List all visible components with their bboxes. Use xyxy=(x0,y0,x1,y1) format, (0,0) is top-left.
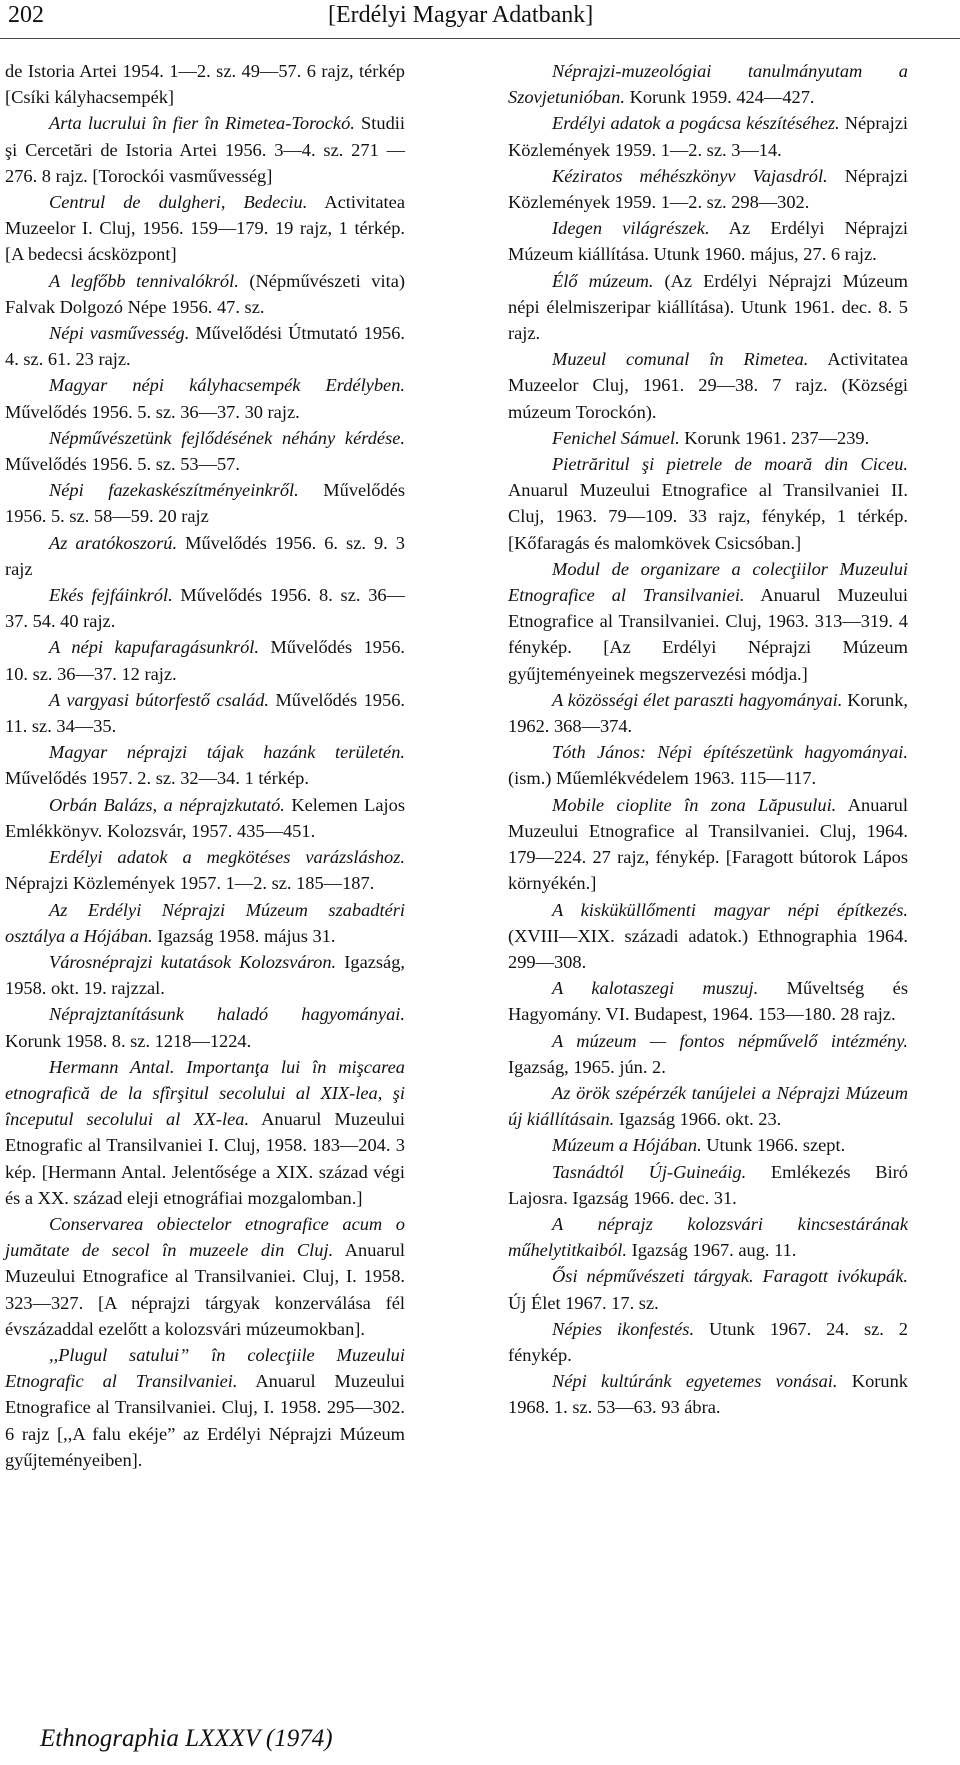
entry-citation: Anuarul Muzeului Etnografice al Transilvaniei II. Cluj, 1963. 79—109. 33 rajz, fénykép, 1 térkép. [Kőfaragás és malomkövek Csicsóban.] xyxy=(508,480,908,553)
entry-citation: Néprajzi Közlemények 1959. 1—2. sz. 3—14. xyxy=(508,113,908,160)
entry-title: Magyar néprajzi tájak hazánk területén. xyxy=(49,742,405,763)
entry-citation: Activitatea Muzeelor I. Cluj, 1956. 159—179. 19 rajz, 1 térkép. [A bedecsi ácsközpont] xyxy=(5,192,405,265)
bibliography-entry xyxy=(5,372,405,424)
entry-citation: Műveltség és Hagyomány. VI. Budapest, 1964. 153—180. 28 rajz. xyxy=(508,978,908,1025)
header-rule xyxy=(0,38,960,39)
entry-citation: Igazság 1967. aug. 11. xyxy=(627,1240,797,1261)
bibliography-entry xyxy=(5,425,405,477)
entry-citation: Művelődés 1956. 11. sz. 34—35. xyxy=(5,689,405,737)
entry-citation: Utunk 1966. szept. xyxy=(701,1135,846,1156)
bibliography-entry xyxy=(508,556,908,687)
bibliography-entry xyxy=(508,897,908,976)
bibliography-entry xyxy=(508,1316,908,1368)
bibliography-entry xyxy=(5,949,405,1001)
entry-citation: Művelődés 1956. 5. sz. 36—37. 30 rajz. xyxy=(5,401,300,422)
left-column xyxy=(5,58,405,1473)
journal-footer: Ethnographia LXXXV (1974) xyxy=(40,1725,333,1752)
bibliography-entry xyxy=(5,1054,405,1211)
bibliography-entry xyxy=(5,268,405,320)
entry-citation: Új Élet 1967. 17. sz. xyxy=(508,1292,659,1313)
entry-citation: Művelődés 1957. 2. sz. 32—34. 1 térkép. xyxy=(5,768,309,789)
bibliography-entry xyxy=(5,1211,405,1342)
entry-title: Az Erdélyi Néprajzi Múzeum szabadtéri osztálya a Hójában. xyxy=(5,899,405,946)
entry-title: Ekés fejfáinkról. xyxy=(49,585,173,606)
bibliography-entry xyxy=(5,189,405,268)
entry-citation: Utunk 1967. 24. sz. 2 fénykép. xyxy=(508,1318,908,1365)
entry-citation: Anuarul Muzeului Etnografice al Transilvaniei. Cluj, I. 1958. 323—327. [A néprajzi tárgyak konzerválása fél évszázaddal ezelőtt a kolozsvári múzeumokban]. xyxy=(5,1240,405,1339)
entry-title: Ősi népművészeti tárgyak. Faragott ivókupák. xyxy=(552,1266,908,1287)
entry-title: Népi kultúránk egyetemes vonásai. xyxy=(552,1371,838,1392)
bibliography-entry xyxy=(508,1132,908,1158)
entry-title: Népi vasművesség. xyxy=(49,323,190,344)
entry-title: A néprajz kolozsvári kincsestárának műhelytitkaiból. xyxy=(508,1213,908,1261)
entry-title: Tóth János: Népi építészetünk hagyományai. xyxy=(552,742,908,763)
entry-citation: Korunk, 1962. 368—374. xyxy=(508,689,908,737)
entry-citation: Művelődés 1956. 6. sz. 9. 3 rajz xyxy=(5,532,405,579)
entry-title: Centrul de dulgheri, Bedeciu. xyxy=(49,192,308,213)
bibliography-entry xyxy=(508,975,908,1027)
entry-title: Orbán Balázs, a néprajzkutató. xyxy=(49,794,285,815)
bibliography-entry xyxy=(5,530,405,582)
page-number: 202 xyxy=(8,2,44,28)
entry-citation: Anuarul Muzeului Etnografic al Transilvaniei I. Cluj, 1958. 183—204. 3 kép. [Hermann Antal. Jelentősége a XIX. század végi és a XX. század eleji etnográfiai mozgalomban.] xyxy=(5,1109,405,1208)
entry-title: Népi fazekaskészítményeinkről. xyxy=(49,480,299,501)
entry-title: Arta lucrului în fier în Rimetea-Torockó. xyxy=(49,113,355,134)
entry-citation: Korunk 1959. 424—427. xyxy=(624,87,815,108)
entry-citation: (XVIII—XIX. századi adatok.) Ethnographia 1964. 299—308. xyxy=(508,925,908,972)
entry-citation: Művelődési Útmutató 1956. 4. sz. 61. 23 rajz. xyxy=(5,323,405,370)
entry-citation: Korunk 1968. 1. sz. 53—63. 93 ábra. xyxy=(508,1371,908,1418)
entry-citation: Művelődés 1956. 5. sz. 58—59. 20 rajz xyxy=(5,480,405,527)
entry-title: Népies ikonfestés. xyxy=(552,1318,695,1339)
entry-title: Tasnádtól Új-Guineáig. xyxy=(552,1161,747,1182)
bibliography-entry xyxy=(508,687,908,739)
bibliography-entry xyxy=(508,1368,908,1420)
bibliography-entry xyxy=(508,268,908,347)
bibliography-entry xyxy=(508,346,908,425)
bibliography-entry xyxy=(508,451,908,556)
entry-title: A kalotaszegi muszuj. xyxy=(552,978,759,999)
entry-citation: Néprajzi Közlemények 1957. 1—2. sz. 185—187. xyxy=(5,873,375,894)
entry-citation: Activitatea Muzeelor Cluj, 1961. 29—38. 7 rajz. (Községi múzeum Torockón). xyxy=(508,349,908,422)
bibliography-entry xyxy=(5,320,405,372)
bibliography-entry xyxy=(5,477,405,529)
bibliography-entry xyxy=(5,58,405,110)
entry-title: Erdélyi adatok a pogácsa készítéséhez. xyxy=(552,113,840,134)
entry-title: Népművészetünk fejlődésének néhány kérdése. xyxy=(49,427,405,448)
entry-citation: Kelemen Lajos Emlékkönyv. Kolozsvár, 1957. 435—451. xyxy=(5,794,405,841)
entry-citation: Igazság 1958. május 31. xyxy=(152,925,336,946)
entry-title: Magyar népi kályhacsempék Erdélyben. xyxy=(49,375,405,396)
bibliography-entry xyxy=(5,582,405,634)
entry-citation: Néprajzi Közlemények 1959. 1—2. sz. 298—302. xyxy=(508,165,909,213)
bibliography-entry xyxy=(5,739,405,791)
bibliography-entry xyxy=(508,1263,908,1315)
bibliography-entry xyxy=(508,163,908,215)
entry-citation: Az Erdélyi Néprajzi Múzeum kiállítása. Utunk 1960. május, 27. 6 rajz. xyxy=(508,218,908,265)
entry-citation: Anuarul Muzeului Etnografice al Transilvaniei. Cluj, 1964. 179—224. 27 rajz, fénykép. [Faragott bútorok Lápos környékén.] xyxy=(508,794,908,894)
bibliography-entry xyxy=(508,58,908,110)
bibliography-entry xyxy=(508,739,908,791)
bibliography-entry xyxy=(508,215,908,267)
bibliography-entry xyxy=(5,1001,405,1053)
bibliography-entry xyxy=(5,110,405,189)
bibliography-entry xyxy=(508,1211,908,1263)
entry-title: A közösségi élet paraszti hagyományai. xyxy=(552,689,843,710)
bibliography-entry xyxy=(5,897,405,949)
bibliography-entry xyxy=(5,844,405,896)
entry-title: A kisküküllőmenti magyar népi építkezés. xyxy=(552,899,908,920)
entry-title: Muzeul comunal în Rimetea. xyxy=(552,349,809,370)
entry-citation: Művelődés 1956. 5. sz. 53—57. xyxy=(5,454,240,475)
entry-title: Az aratókoszorú. xyxy=(49,532,178,553)
entry-title: Fenichel Sámuel. xyxy=(552,427,680,448)
entry-title: Városnéprajzi kutatások Kolozsváron. xyxy=(49,951,337,972)
entry-title: Hermann Antal. Importanţa lui în mişcarea etnografică de la sfîrşitul secolului al XIX-lea, şi începutul secolului al XX-lea. xyxy=(5,1056,405,1130)
bibliography-entry xyxy=(5,1342,405,1473)
entry-title: Modul de organizare a colecţiilor Muzeului Etnografice al Transilvaniei. xyxy=(508,558,908,606)
entry-title: A múzeum — fontos népművelő intézmény. xyxy=(552,1030,908,1051)
bibliography-entry xyxy=(508,425,908,451)
entry-citation: Igazság, 1965. jún. 2. xyxy=(508,1056,666,1077)
bibliography-entry xyxy=(5,792,405,844)
entry-citation: Anuarul Muzeului Etnografice al Transilvaniei. Cluj, 1963. 313—319. 4 fénykép. [Az Erdélyi Néprajzi Múzeum gyűjteményeinek megszervezési módja.] xyxy=(508,585,908,684)
bibliography-entry xyxy=(508,792,908,897)
entry-title: Az örök szépérzék tanújelei a Néprajzi Múzeum új kiállításain. xyxy=(508,1082,908,1130)
entry-title: Pietrăritul şi pietrele de moară din Ciceu. xyxy=(552,454,908,475)
running-title: [Erdélyi Magyar Adatbank] xyxy=(328,2,594,28)
entry-title: ,,Plugul satului” în colecţiile Muzeului Etnografic al Transilvaniei. xyxy=(5,1344,405,1392)
entry-citation: Művelődés 1956. 10. sz. 36—37. 12 rajz. xyxy=(5,637,405,684)
entry-title: Élő múzeum. xyxy=(552,270,654,291)
entry-title: Múzeum a Hójában. xyxy=(552,1135,702,1156)
entry-citation: de Istoria Artei 1954. 1—2. sz. 49—57. 6 rajz, térkép [Csíki kályhacsempék] xyxy=(5,61,405,108)
right-column xyxy=(508,58,908,1421)
entry-citation: Emlékezés Biró Lajosra. Igazság 1966. dec. 31. xyxy=(508,1161,908,1208)
entry-citation: (Az Erdélyi Néprajzi Múzeum népi élelmiszeripar kiállítása). Utunk 1961. dec. 8. 5 rajz. xyxy=(508,270,908,344)
entry-title: Néprajztanításunk haladó hagyományai. xyxy=(49,1004,405,1025)
entry-title: A népi kapufaragásunkról. xyxy=(49,637,260,658)
bibliography-entry xyxy=(5,634,405,686)
entry-title: A legfőbb tennivalókról. xyxy=(49,270,239,291)
entry-citation: Igazság 1966. okt. 23. xyxy=(614,1109,782,1130)
entry-citation: Studii şi Cercetări de Istoria Artei 1956. 3—4. sz. 271 — 276. 8 rajz. [Torockói vasművesség] xyxy=(5,113,406,186)
entry-citation: Korunk 1961. 237—239. xyxy=(679,427,870,448)
entry-title: A vargyasi bútorfestő család. xyxy=(49,689,270,710)
bibliography-entry xyxy=(508,1080,908,1132)
entry-title: Idegen világrészek. xyxy=(552,218,710,239)
entry-citation: Művelődés 1956. 8. sz. 36—37. 54. 40 rajz. xyxy=(5,585,406,632)
bibliography-entry xyxy=(508,1159,908,1211)
entry-title: Erdélyi adatok a megkötéses varázsláshoz. xyxy=(49,847,405,868)
entry-citation: (Népművészeti vita) Falvak Dolgozó Népe 1956. 47. sz. xyxy=(5,270,405,317)
entry-title: Mobile cioplite în zona Lăpusului. xyxy=(552,794,837,815)
entry-citation: Anuarul Muzeului Etnografice al Transilvaniei. Cluj, I. 1958. 295—302. 6 rajz [,,A falu ekéje” az Erdélyi Néprajzi Múzeum gyűjteményeiben]. xyxy=(5,1371,405,1470)
entry-title: Kéziratos méhészkönyv Vajasdról. xyxy=(552,165,828,186)
entry-citation: (ism.) Műemlékvédelem 1963. 115—117. xyxy=(508,768,817,789)
entry-citation: Igazság, 1958. okt. 19. rajzzal. xyxy=(5,951,406,999)
entry-title: Conservarea obiectelor etnografice acum o jumătate de secol în muzeele din Cluj. xyxy=(5,1213,405,1261)
bibliography-entry xyxy=(508,110,908,162)
page-header xyxy=(0,2,960,34)
entry-citation: Korunk 1958. 8. sz. 1218—1224. xyxy=(5,1030,252,1051)
entry-title: Néprajzi-muzeológiai tanulmányutam a Szovjetunióban. xyxy=(508,61,908,108)
bibliography-entry xyxy=(5,687,405,739)
bibliography-entry xyxy=(508,1028,908,1080)
